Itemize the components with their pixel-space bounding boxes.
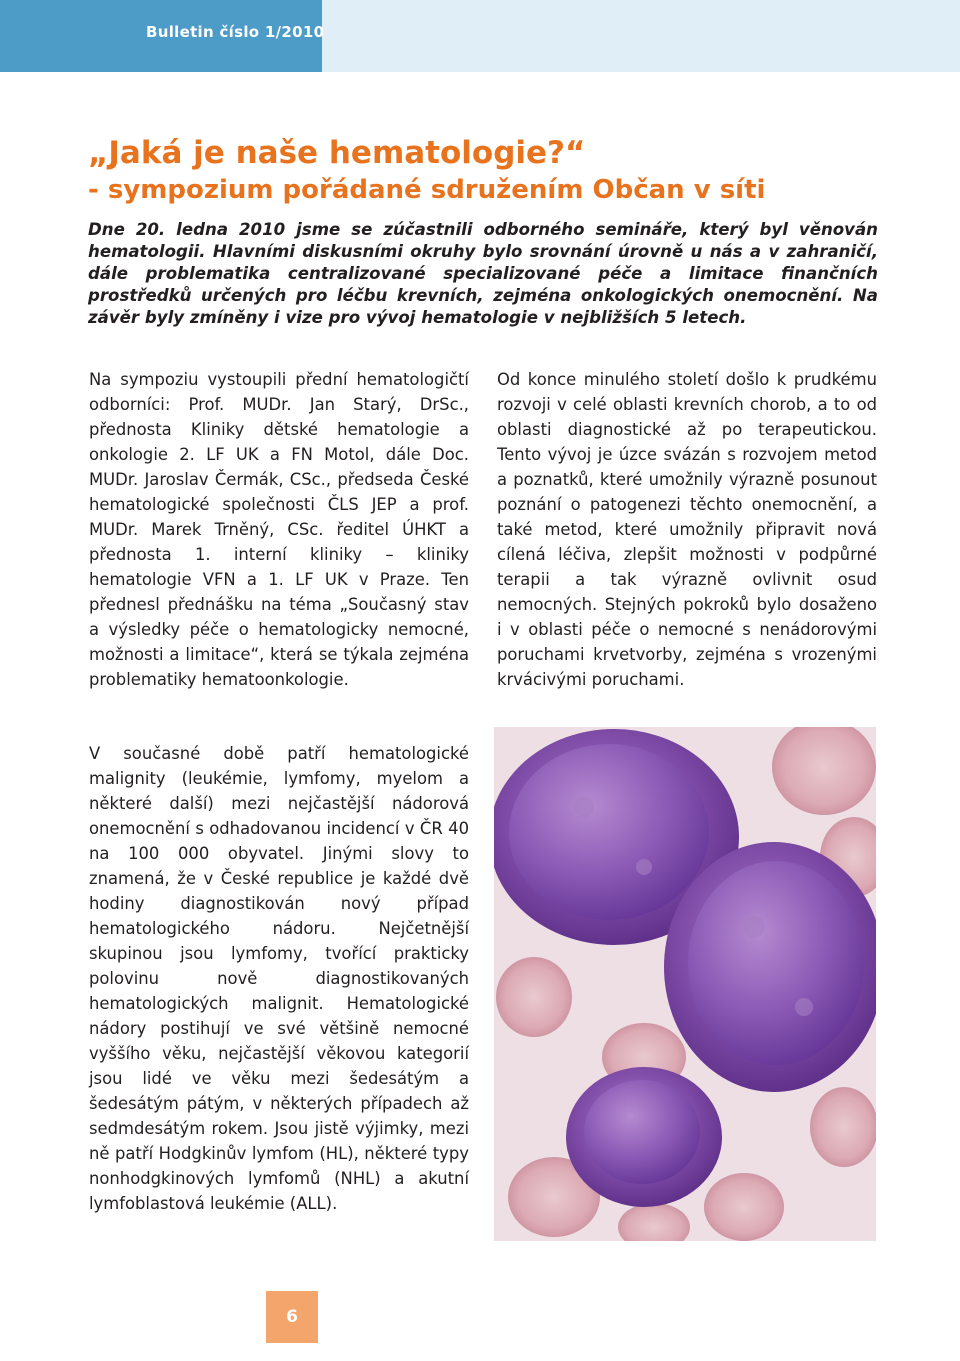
column-left-top <box>89 367 469 692</box>
rbc <box>810 1087 876 1167</box>
intro-paragraph: Dne 20. ledna 2010 jsme se zúčastnili odborného semináře, který byl věnován hematologii. Hlavními diskusními okruhy bylo srovnání úrovně u nás a v zahraničí, dále problematika centralizované specializované péče a limitace finančních prostředků určených pro léčbu krevních, zejména onkologických onemocnění. Na závěr byly zmíněny i vize pro vývoj hematologie v nejbližších 5 letech. <box>88 220 878 327</box>
paragraph-development: Od konce minulého století došlo k prudkému rozvoji v celé oblasti krevních chorob, a to od oblasti diagnostické až po terapeutickou. Tento vývoj je úzce svázán s rozvojem metod a poznatků, které umožnily výrazně posunout poznání o patogenezi těchto onemocnění, a také metod, které umožnily připravit nová cílená léčiva, zlepšit možnosti v podpůrné terapii a tak výrazně ovlivnit osud nemocných. Stejných pokroků bylo dosaženo i v oblasti péče o nemocné s nenádorovými poruchami krvetvorby, zejména s vrozenými krvácivými poruchami. <box>497 370 877 689</box>
article-title <box>88 134 908 208</box>
blast-nucleus <box>584 1080 700 1184</box>
blast-nucleus <box>509 744 709 920</box>
column-left-bottom <box>89 741 469 1216</box>
paragraph-malignities: V současné době patří hematologické malignity (leukémie, lymfomy, myelom a některé další) mezi nejčastější nádorová onemocnění s odhadovanou incidencí v ČR 40 na 100 000 obyvatel. Jinými slovy to znamená, že v České republice je každé dvě hodiny diagnostikován nový případ hematologického nádoru. Nejčetnější skupinou jsou lymfomy, tvořící prakticky polovinu nově diagnostikovaných hematologických malignit. Hematologické nádory postihují ve své většině nemocné vyššího věku, nejčastější věkovou kategorií jsou lidé ve věku mezi šedesátým a šedesátým pátým, v některých případech až sedmdesátým rokem. Jsou jistě výjimky, mezi ně patří Hodgkinův lymfom (HL), některé typy nonhodgkinových lymfomů (NHL) a akutní lymfoblastová leukémie (ALL). <box>89 744 469 1213</box>
rbc <box>496 957 572 1037</box>
issue-label: Bulletin číslo 1/2010 <box>146 23 325 41</box>
paragraph-speakers: Na sympoziu vystoupili přední hematologičtí odborníci: Prof. MUDr. Jan Starý, DrSc., přednosta Kliniky dětské hematologie a onkologie 2. LF UK a FN Motol, dále Doc. MUDr. Jaroslav Čermák, CSc., předseda České hematologické společnosti ČLS JEP a prof. MUDr. Marek Trněný, CSc. ředitel ÚHKT a přednosta 1. interní kliniky – kliniky hematologie VFN a 1. LF UK v Praze. Ten přednesl přednášku na téma „Současný stav a výsledky péče o hematologicky nemocné, možnosti a limitace“, která se týkala zejména problematiky hematoonkologie. <box>89 370 469 689</box>
column-right-top <box>497 367 877 692</box>
rbc <box>704 1173 784 1241</box>
blast-nucleus <box>688 861 864 1065</box>
blood-cells-micrograph <box>494 727 876 1241</box>
title-line-1: „Jaká je naše hematologie?“ <box>88 135 586 171</box>
page-number: 6 <box>266 1291 318 1343</box>
title-line-2: - sympozium pořádané sdružením Občan v síti <box>88 175 766 205</box>
